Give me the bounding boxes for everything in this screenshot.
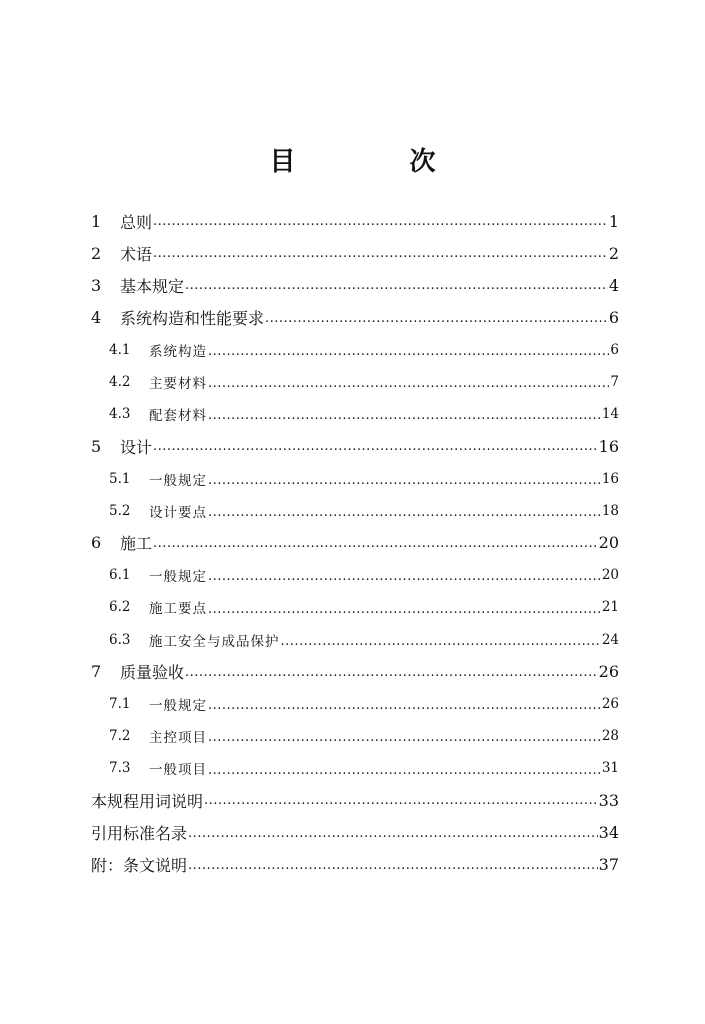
toc-entry-number: 4.1: [109, 341, 131, 358]
dot-leader: [188, 827, 598, 843]
toc-entry-page-number: 20: [598, 533, 619, 553]
toc-entry-label: 本规程用词说明: [91, 791, 204, 811]
toc-entry[interactable]: [91, 559, 619, 591]
toc-entry[interactable]: [91, 302, 619, 334]
toc-title: 目 次: [269, 147, 480, 177]
dot-leader: [208, 377, 609, 391]
dot-leader: [281, 635, 601, 649]
toc-entry-page-number: 28: [601, 728, 619, 745]
toc-entry-page-number: 16: [598, 436, 619, 456]
toc-entry[interactable]: [91, 366, 619, 398]
toc-entry-label: 施工要点: [149, 601, 207, 618]
dot-leader: [208, 506, 601, 520]
toc-entry-number: 6: [91, 533, 102, 553]
toc-entry[interactable]: [91, 205, 619, 237]
toc-entry-page-number: 21: [601, 599, 619, 616]
toc-entry-number: 1: [91, 211, 102, 231]
toc-entry-label: 设计要点: [149, 504, 207, 521]
dot-leader: [185, 666, 598, 682]
toc-entry-label: 引用标准名录: [91, 824, 188, 844]
toc-entry-number: 5: [91, 436, 102, 456]
dot-leader: [208, 409, 601, 423]
toc-entry-number: 4.2: [109, 374, 131, 391]
dot-leader: [208, 603, 601, 617]
toc-entry-number: 3: [91, 275, 102, 295]
toc-entry-label: 一般项目: [149, 762, 207, 779]
toc-entry[interactable]: [91, 527, 619, 559]
toc-entry[interactable]: [91, 720, 619, 752]
toc-entry-page-number: 6: [610, 341, 619, 358]
toc-entry-label: 主要材料: [149, 376, 207, 393]
toc-entry[interactable]: [91, 495, 619, 527]
toc-entry-label: 一般规定: [149, 569, 207, 586]
toc-entry[interactable]: [91, 656, 619, 688]
dot-leader: [208, 699, 601, 713]
dot-leader: [153, 440, 598, 456]
toc-entry-label: 附：条文说明: [91, 856, 188, 876]
toc-entry[interactable]: [91, 784, 619, 816]
toc-entry-number: 6.2: [109, 599, 131, 616]
toc-entry-number: 7.3: [109, 760, 131, 777]
table-of-contents: [91, 205, 619, 881]
toc-entry[interactable]: [91, 463, 619, 495]
toc-entry-label: 质量验收: [120, 663, 185, 683]
toc-entry-label: 一般规定: [149, 697, 207, 714]
toc-entry-page-number: 4: [608, 275, 619, 295]
toc-entry-number: 6.1: [109, 567, 131, 584]
toc-entry-page-number: 34: [598, 823, 619, 843]
toc-entry[interactable]: [91, 398, 619, 430]
toc-entry[interactable]: [91, 269, 619, 301]
toc-entry-page-number: 26: [601, 695, 619, 712]
toc-entry-label: 一般规定: [149, 472, 207, 489]
dot-leader: [185, 279, 608, 295]
toc-entry-label: 系统构造: [149, 343, 207, 360]
dot-leader: [208, 570, 601, 584]
toc-entry-label: 术语: [120, 244, 153, 264]
toc-entry-number: 7.2: [109, 728, 131, 745]
toc-entry-number: 7.1: [109, 695, 131, 712]
dot-leader: [153, 537, 598, 553]
toc-entry-page-number: 2: [608, 243, 619, 263]
toc-entry-page-number: 26: [598, 662, 619, 682]
toc-entry-number: 5.1: [109, 470, 131, 487]
dot-leader: [208, 731, 601, 745]
dot-leader: [208, 474, 601, 488]
toc-entry[interactable]: [91, 430, 619, 462]
toc-entry-page-number: 14: [601, 406, 619, 423]
toc-entry[interactable]: [91, 623, 619, 655]
toc-entry-page-number: 37: [598, 855, 619, 875]
dot-leader: [265, 312, 608, 328]
toc-entry-label: 主控项目: [149, 730, 207, 747]
toc-entry-label: 设计: [120, 437, 153, 457]
toc-entry-page-number: 33: [598, 790, 619, 810]
toc-entry[interactable]: [91, 817, 619, 849]
toc-entry-number: 6.3: [109, 631, 131, 648]
toc-entry-label: 系统构造和性能要求: [120, 309, 265, 329]
dot-leader: [204, 794, 598, 810]
toc-entry-label: 总则: [120, 212, 153, 232]
toc-entry-page-number: 20: [601, 567, 619, 584]
dot-leader: [208, 345, 609, 359]
toc-entry-page-number: 6: [608, 308, 619, 328]
toc-entry-number: 7: [91, 662, 102, 682]
toc-entry[interactable]: [91, 237, 619, 269]
dot-leader: [208, 764, 601, 778]
toc-entry-page-number: 24: [601, 631, 619, 648]
toc-entry[interactable]: [91, 334, 619, 366]
toc-entry-page-number: 16: [601, 470, 619, 487]
toc-entry-label: 配套材料: [149, 408, 207, 425]
dot-leader: [153, 215, 608, 231]
dot-leader: [188, 859, 598, 875]
toc-entry[interactable]: [91, 752, 619, 784]
toc-entry[interactable]: [91, 849, 619, 881]
toc-entry-label: 基本规定: [120, 276, 185, 296]
toc-entry-page-number: 1: [608, 211, 619, 231]
toc-entry[interactable]: [91, 688, 619, 720]
toc-entry-label: 施工安全与成品保护: [149, 633, 280, 650]
toc-entry-number: 2: [91, 243, 102, 263]
toc-entry-number: 4: [91, 308, 102, 328]
toc-entry-label: 施工: [120, 534, 153, 554]
toc-entry-number: 4.3: [109, 406, 131, 423]
dot-leader: [153, 247, 608, 263]
toc-entry-number: 5.2: [109, 502, 131, 519]
toc-entry-page-number: 18: [601, 502, 619, 519]
toc-entry-page-number: 7: [610, 374, 619, 391]
toc-entry-page-number: 31: [601, 760, 619, 777]
toc-entry[interactable]: [91, 591, 619, 623]
